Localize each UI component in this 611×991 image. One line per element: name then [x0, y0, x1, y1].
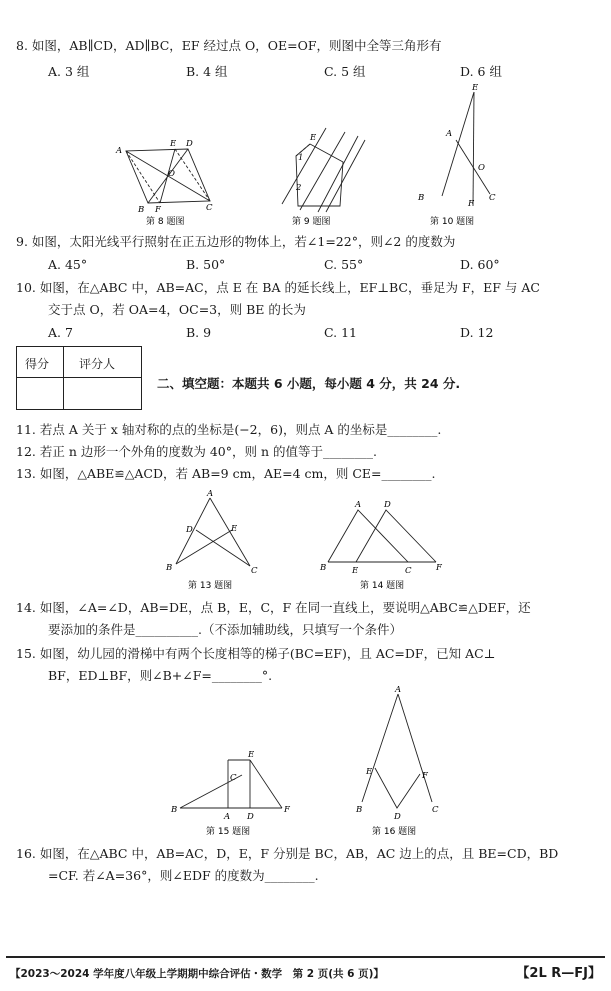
f14-label-b: B: [320, 563, 327, 573]
f8-label-o: O: [168, 169, 175, 179]
q14-line2: 要添加的条件是__________.（不添加辅助线，只填写一个条件）: [48, 622, 402, 637]
f16-ab: [362, 694, 398, 802]
f8-label-f: F: [155, 205, 161, 215]
q9-option-d: D. 60°: [460, 257, 500, 272]
q16-line2: =CF. 若∠A=36°，则∠EDF 的度数为________.: [48, 868, 319, 883]
f9-label-e: E: [310, 133, 317, 143]
f9-label-1: 1: [298, 153, 304, 163]
f10-label-c: C: [489, 193, 496, 203]
f13-label-e: E: [231, 524, 238, 534]
q8-option-d: D. 6 组: [460, 64, 502, 79]
f10-caption: 第 10 题图: [430, 217, 475, 227]
f16-label-a: A: [395, 685, 402, 695]
q15-line1: 15. 如图，幼儿园的滑梯中有两个长度相等的梯子(BC=EF)，且 AC=DF，已知 AC⊥: [16, 646, 496, 661]
q14-line1: 14. 如图，∠A=∠D，AB=DE，点 B，E，C，F 在同一直线上，要说明△ABC≌△DEF，还: [16, 600, 531, 615]
f8-label-d: D: [186, 139, 193, 149]
f10-label-f: F: [468, 199, 474, 209]
f16-label-d: D: [394, 812, 401, 822]
f8-caption: 第 8 题图: [146, 217, 185, 227]
f8-label-e: E: [170, 139, 177, 149]
score-label: 得分: [25, 357, 50, 371]
f9-caption: 第 9 题图: [292, 217, 331, 227]
q10-option-a: A. 7: [48, 325, 73, 340]
f15-label-e: E: [248, 750, 255, 760]
q10-option-c: C. 11: [324, 325, 357, 340]
footer-rule: [6, 956, 605, 958]
q8-stem: 8. 如图，AB∥CD，AD∥BC，EF 经过点 O，OE=OF，则图中全等三角形有: [16, 38, 442, 53]
footer-code: 【2L R—FJ】: [516, 966, 601, 981]
f9-label-2: 2: [296, 183, 302, 193]
q12-stem: 12. 若正 n 边形一个外角的度数为 40°，则 n 的值等于________.: [16, 444, 377, 459]
f16-label-e: E: [366, 767, 373, 777]
q9-stem: 9. 如图，太阳光线平行照射在正五边形的物体上，若∠1=22°，则∠2 的度数为: [16, 234, 456, 249]
f10-label-a: A: [446, 129, 453, 139]
f8-label-b: B: [138, 205, 145, 215]
f13-label-d: D: [186, 525, 193, 535]
grader-label: 评分人: [79, 357, 116, 371]
q9-option-a: A. 45°: [48, 257, 88, 272]
footer-text: 【2023～2024 学年度八年级上学期期中综合评估・数学 第 2 页(共 6 页)】: [10, 968, 384, 980]
f13-label-c: C: [251, 566, 258, 576]
f15-label-d: D: [247, 812, 254, 822]
f8-label-c: C: [206, 203, 213, 213]
f14-label-e: E: [352, 566, 359, 576]
f16-edf: [375, 768, 420, 808]
f15-label-f: F: [284, 805, 290, 815]
q8-option-a: A. 3 组: [48, 64, 90, 79]
section-2-heading: 二、填空题：本题共 6 小题，每小题 4 分，共 24 分.: [157, 376, 461, 391]
f10-label-b: B: [418, 193, 425, 203]
q10-option-b: B. 9: [186, 325, 212, 340]
f13-label-a: A: [207, 489, 214, 499]
f8-label-a: A: [116, 146, 123, 156]
q8-option-c: C. 5 组: [324, 64, 366, 79]
q11-stem: 11. 若点 A 关于 x 轴对称的点的坐标是(−2，6)，则点 A 的坐标是________.: [16, 422, 442, 437]
f15-label-a: A: [224, 812, 231, 822]
q13-stem: 13. 如图，△ABE≌△ACD，若 AB=9 cm，AE=4 cm，则 CE=________.: [16, 466, 436, 481]
q8-option-b: B. 4 组: [186, 64, 228, 79]
f14-label-a: A: [355, 500, 362, 510]
f15-caption: 第 15 题图: [206, 827, 251, 837]
f15-label-c: C: [230, 773, 237, 783]
f16-label-f: F: [422, 771, 428, 781]
q10-stem-line1: 10. 如图，在△ABC 中，AB=AC，点 E 在 BA 的延长线上，EF⊥BC，垂足为 F，EF 与 AC: [16, 280, 540, 295]
f16-ac: [398, 694, 432, 802]
q10-option-d: D. 12: [460, 325, 494, 340]
f13-caption: 第 13 题图: [188, 581, 233, 591]
q16-line1: 16. 如图，在△ABC 中，AB=AC，D，E，F 分别是 BC，AB，AC 边上的点，且 BE=CD，BD: [16, 846, 559, 861]
f14-label-d: D: [384, 500, 391, 510]
f14-label-f: F: [436, 563, 442, 573]
f14-label-c: C: [405, 566, 412, 576]
f10-label-e: E: [472, 83, 479, 93]
f16-caption: 第 16 题图: [372, 827, 417, 837]
f15-label-b: B: [171, 805, 178, 815]
q15-line2: BF，ED⊥BF，则∠B+∠F=________°.: [48, 668, 273, 683]
q9-option-c: C. 55°: [324, 257, 364, 272]
q10-stem-line2: 交于点 O，若 OA=4，OC=3，则 BE 的长为: [48, 302, 306, 317]
f10-label-o: O: [478, 163, 485, 173]
f16-label-b: B: [356, 805, 363, 815]
f13-label-b: B: [166, 563, 173, 573]
f16-label-c: C: [432, 805, 439, 815]
q9-option-b: B. 50°: [186, 257, 226, 272]
f14-caption: 第 14 题图: [360, 581, 405, 591]
